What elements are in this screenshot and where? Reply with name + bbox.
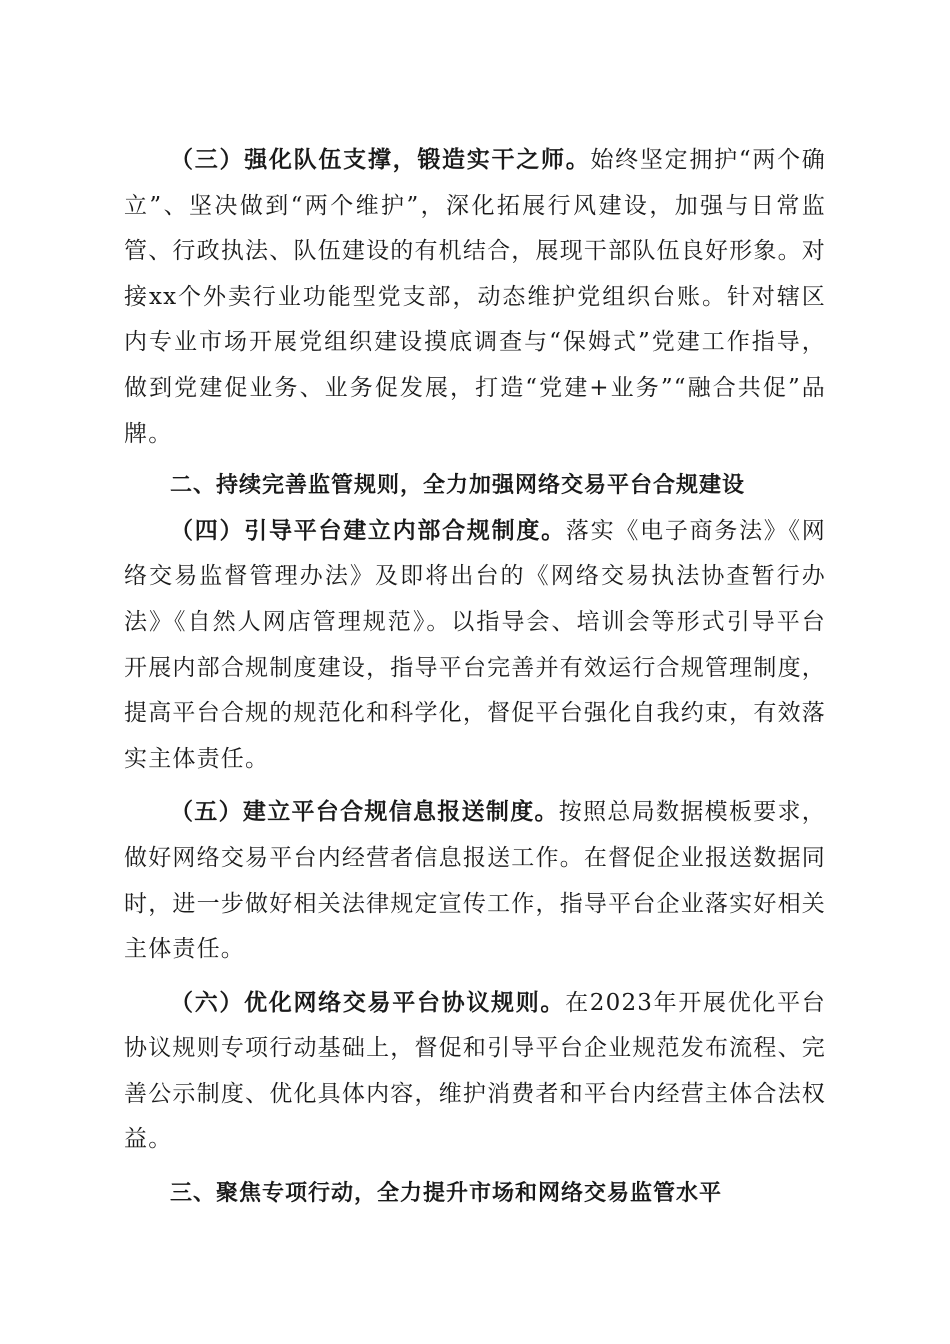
- paragraph-4-body: 落实《电子商务法》《网络交易监督管理办法》及即将出台的《网络交易执法协查暂行办法》《自然人网店管理规范》。以指导会、培训会等形式引导平台开展内部合规制度建设，指导平台完善并有效运行合规管理制度，提高平台合规的规范化和科学化，督促平台强化自我约束，有效落实主体责任。: [124, 517, 826, 772]
- paragraph-6-body: 在2023年开展优化平台协议规则专项行动基础上，督促和引导平台企业规范发布流程、完善公示制度、优化具体内容，维护消费者和平台内经营主体合法权益。: [124, 989, 826, 1153]
- paragraph-5-body: 按照总局数据模板要求，做好网络交易平台内经营者信息报送工作。在督促企业报送数据同时，进一步做好相关法律规定宣传工作，指导平台企业落实好相关主体责任。: [124, 799, 826, 963]
- paragraph-3-body: 始终坚定拥护“两个确立”、坚决做到“两个维护”，深化拓展行风建设，加强与日常监管、行政执法、队伍建设的有机结合，展现干部队伍良好形象。对接xx个外卖行业功能型党支部，动态维护党组织台账。针对辖区内专业市场开展党组织建设摸底调查与“保姆式”党建工作指导，做到党建促业务、业务促发展，打造“党建+业务”“融合共促”品牌。: [124, 147, 826, 447]
- paragraph-6-lead: （六）优化网络交易平台协议规则。: [170, 989, 566, 1016]
- paragraph-5-lead: （五）建立平台合规信息报送制度。: [170, 799, 559, 826]
- paragraph-3-lead: （三）强化队伍支撑，锻造实干之师。: [170, 147, 591, 173]
- paragraph-6: [124, 981, 826, 1163]
- paragraph-3: [124, 138, 826, 457]
- paragraph-4-lead: （四）引导平台建立内部合规制度。: [170, 517, 566, 544]
- document-body: [124, 138, 826, 1217]
- section-heading-3: 三、聚焦专项行动，全力提升市场和网络交易监管水平: [170, 1181, 723, 1207]
- paragraph-5: [124, 790, 826, 972]
- paragraph-4: [124, 509, 826, 783]
- spacer: [124, 973, 826, 981]
- spacer: [124, 1163, 826, 1171]
- section-heading-2: 二、持续完善监管规则，全力加强网络交易平台合规建设: [170, 473, 746, 499]
- spacer: [124, 782, 826, 790]
